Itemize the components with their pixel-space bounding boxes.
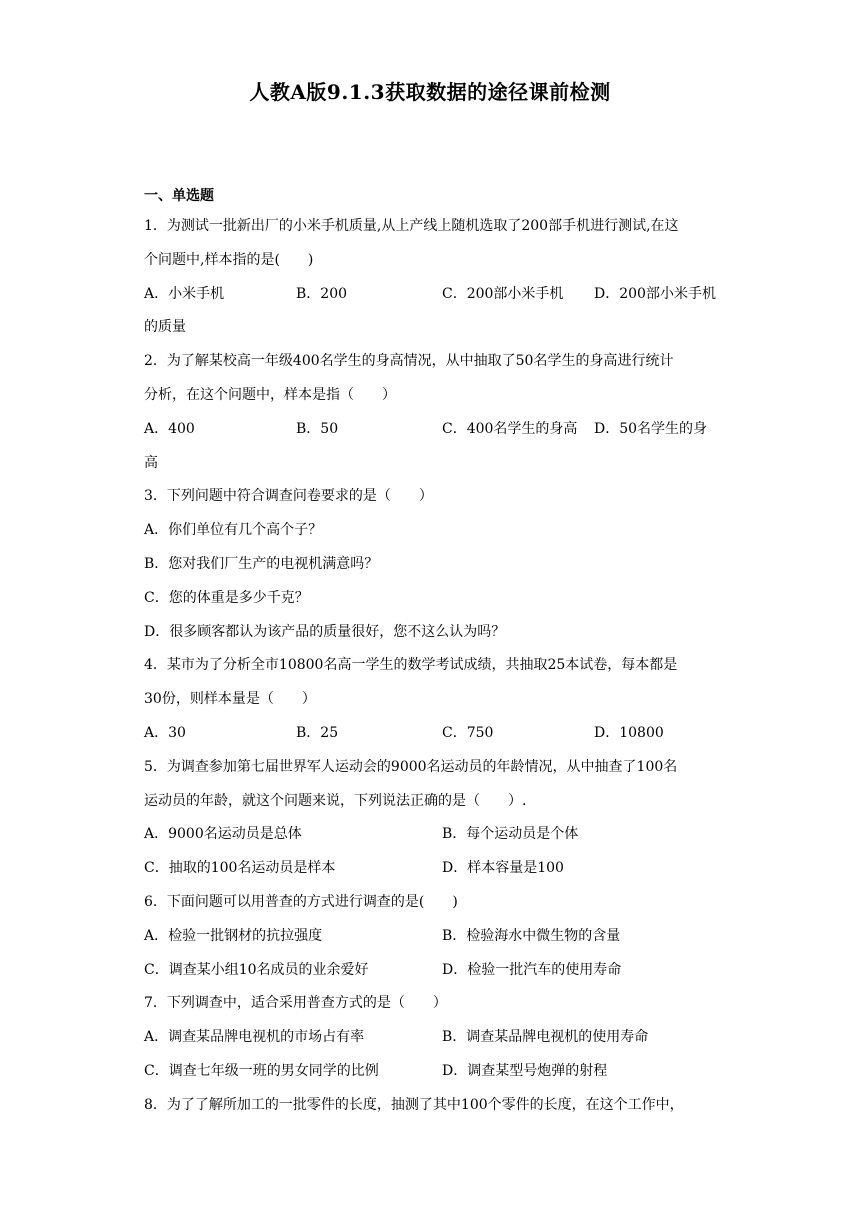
option-c: C．750 <box>442 724 494 741</box>
option-b: B．200 <box>296 285 348 302</box>
option-a: A．调查某品牌电视机的市场占有率 <box>144 1029 365 1046</box>
question-8 <box>144 1089 718 1123</box>
question-text: 30份，则样本量是（ ） <box>144 691 316 708</box>
option-c: C．400名学生的身高 <box>442 420 578 437</box>
option-b: B．每个运动员是个体 <box>442 826 579 843</box>
options-row <box>144 920 718 954</box>
option-a: A．9000名运动员是总体 <box>144 826 302 843</box>
option-c: C．抽取的100名运动员是样本 <box>144 860 336 877</box>
question-4 <box>144 649 718 750</box>
option-a: A．小米手机 <box>144 285 225 302</box>
question-text: 4．某市为了分析全市10800名高一学生的数学考试成绩，共抽取25本试卷，每本都是 <box>144 657 678 674</box>
question-text: 1．为测试一批新出厂的小米手机质量,从上产线上随机选取了200部手机进行测试,在这 <box>144 218 679 234</box>
options-row <box>144 818 718 852</box>
options-row <box>144 717 718 751</box>
options-row <box>144 278 718 312</box>
question-text: 个问题中,样本指的是( ) <box>144 251 314 268</box>
option-a: A．400 <box>144 420 195 437</box>
option-b: B．调查某品牌电视机的使用寿命 <box>442 1029 649 1046</box>
option-a: A．30 <box>144 724 186 741</box>
option-d: D．10800 <box>594 724 664 741</box>
section-heading: 一、单选题 <box>144 188 214 204</box>
option-d: D．样本容量是100 <box>442 860 564 877</box>
question-text: 6．下面问题可以用普查的方式进行调查的是( ) <box>144 893 458 910</box>
option-d: D．调查某型号炮弹的射程 <box>442 1062 608 1079</box>
question-text: 3．下列问题中符合调查问卷要求的是（ ） <box>144 488 433 505</box>
question-text: 8．为了了解所加工的一批零件的长度，抽测了其中100个零件的长度，在这个工作中， <box>144 1096 684 1113</box>
question-text: 运动员的年龄，就这个问题来说，下列说法正确的是（ ）. <box>144 792 527 809</box>
question-6 <box>144 886 718 987</box>
question-text: 5．为调查参加第七届世界军人运动会的9000名运动员的年龄情况，从中抽查了100名 <box>144 758 678 775</box>
question-text: 分析，在这个问题中，样本是指（ ） <box>144 386 396 403</box>
question-2 <box>144 345 718 480</box>
options-row <box>144 852 718 886</box>
question-sheet <box>144 182 718 1123</box>
question-5 <box>144 751 718 886</box>
question-7 <box>144 987 718 1088</box>
document-title: 人教A版9.1.3获取数据的途径课前检测 <box>249 80 611 104</box>
option-c: C．您的体重是多少千克？ <box>144 589 309 606</box>
option-c: C．调查七年级一班的男女同学的比例 <box>144 1062 379 1079</box>
question-1 <box>144 210 718 345</box>
option-a: A．检验一批钢材的抗拉强度 <box>144 927 323 944</box>
option-b: B．25 <box>296 724 339 741</box>
options-row <box>144 954 718 988</box>
option-c: C．200部小米手机 <box>442 285 564 302</box>
option-d: D．检验一批汽车的使用寿命 <box>442 961 622 978</box>
option-b: B．检验海水中微生物的含量 <box>442 927 621 944</box>
options-row <box>144 1021 718 1055</box>
option-a: A．你们单位有几个高个子？ <box>144 522 323 539</box>
option-d: D．200部小米手机 <box>594 285 716 302</box>
question-3 <box>144 480 718 649</box>
options-row <box>144 1055 718 1089</box>
option-b: B．您对我们厂生产的电视机满意吗？ <box>144 555 379 572</box>
option-b: B．50 <box>296 420 339 437</box>
options-row <box>144 413 718 447</box>
option-d-continuation: 高 <box>144 454 158 471</box>
option-d: D．50名学生的身 <box>594 420 708 437</box>
option-d: D．很多顾客都认为该产品的质量很好，您不这么认为吗？ <box>144 623 506 640</box>
question-text: 7．下列调查中，适合采用普查方式的是（ ） <box>144 995 447 1012</box>
question-text: 2．为了解某校高一年级400名学生的身高情况，从中抽取了50名学生的身高进行统计 <box>144 353 674 370</box>
option-c: C．调查某小组10名成员的业余爱好 <box>144 961 369 978</box>
option-d-continuation: 的质量 <box>144 319 186 336</box>
